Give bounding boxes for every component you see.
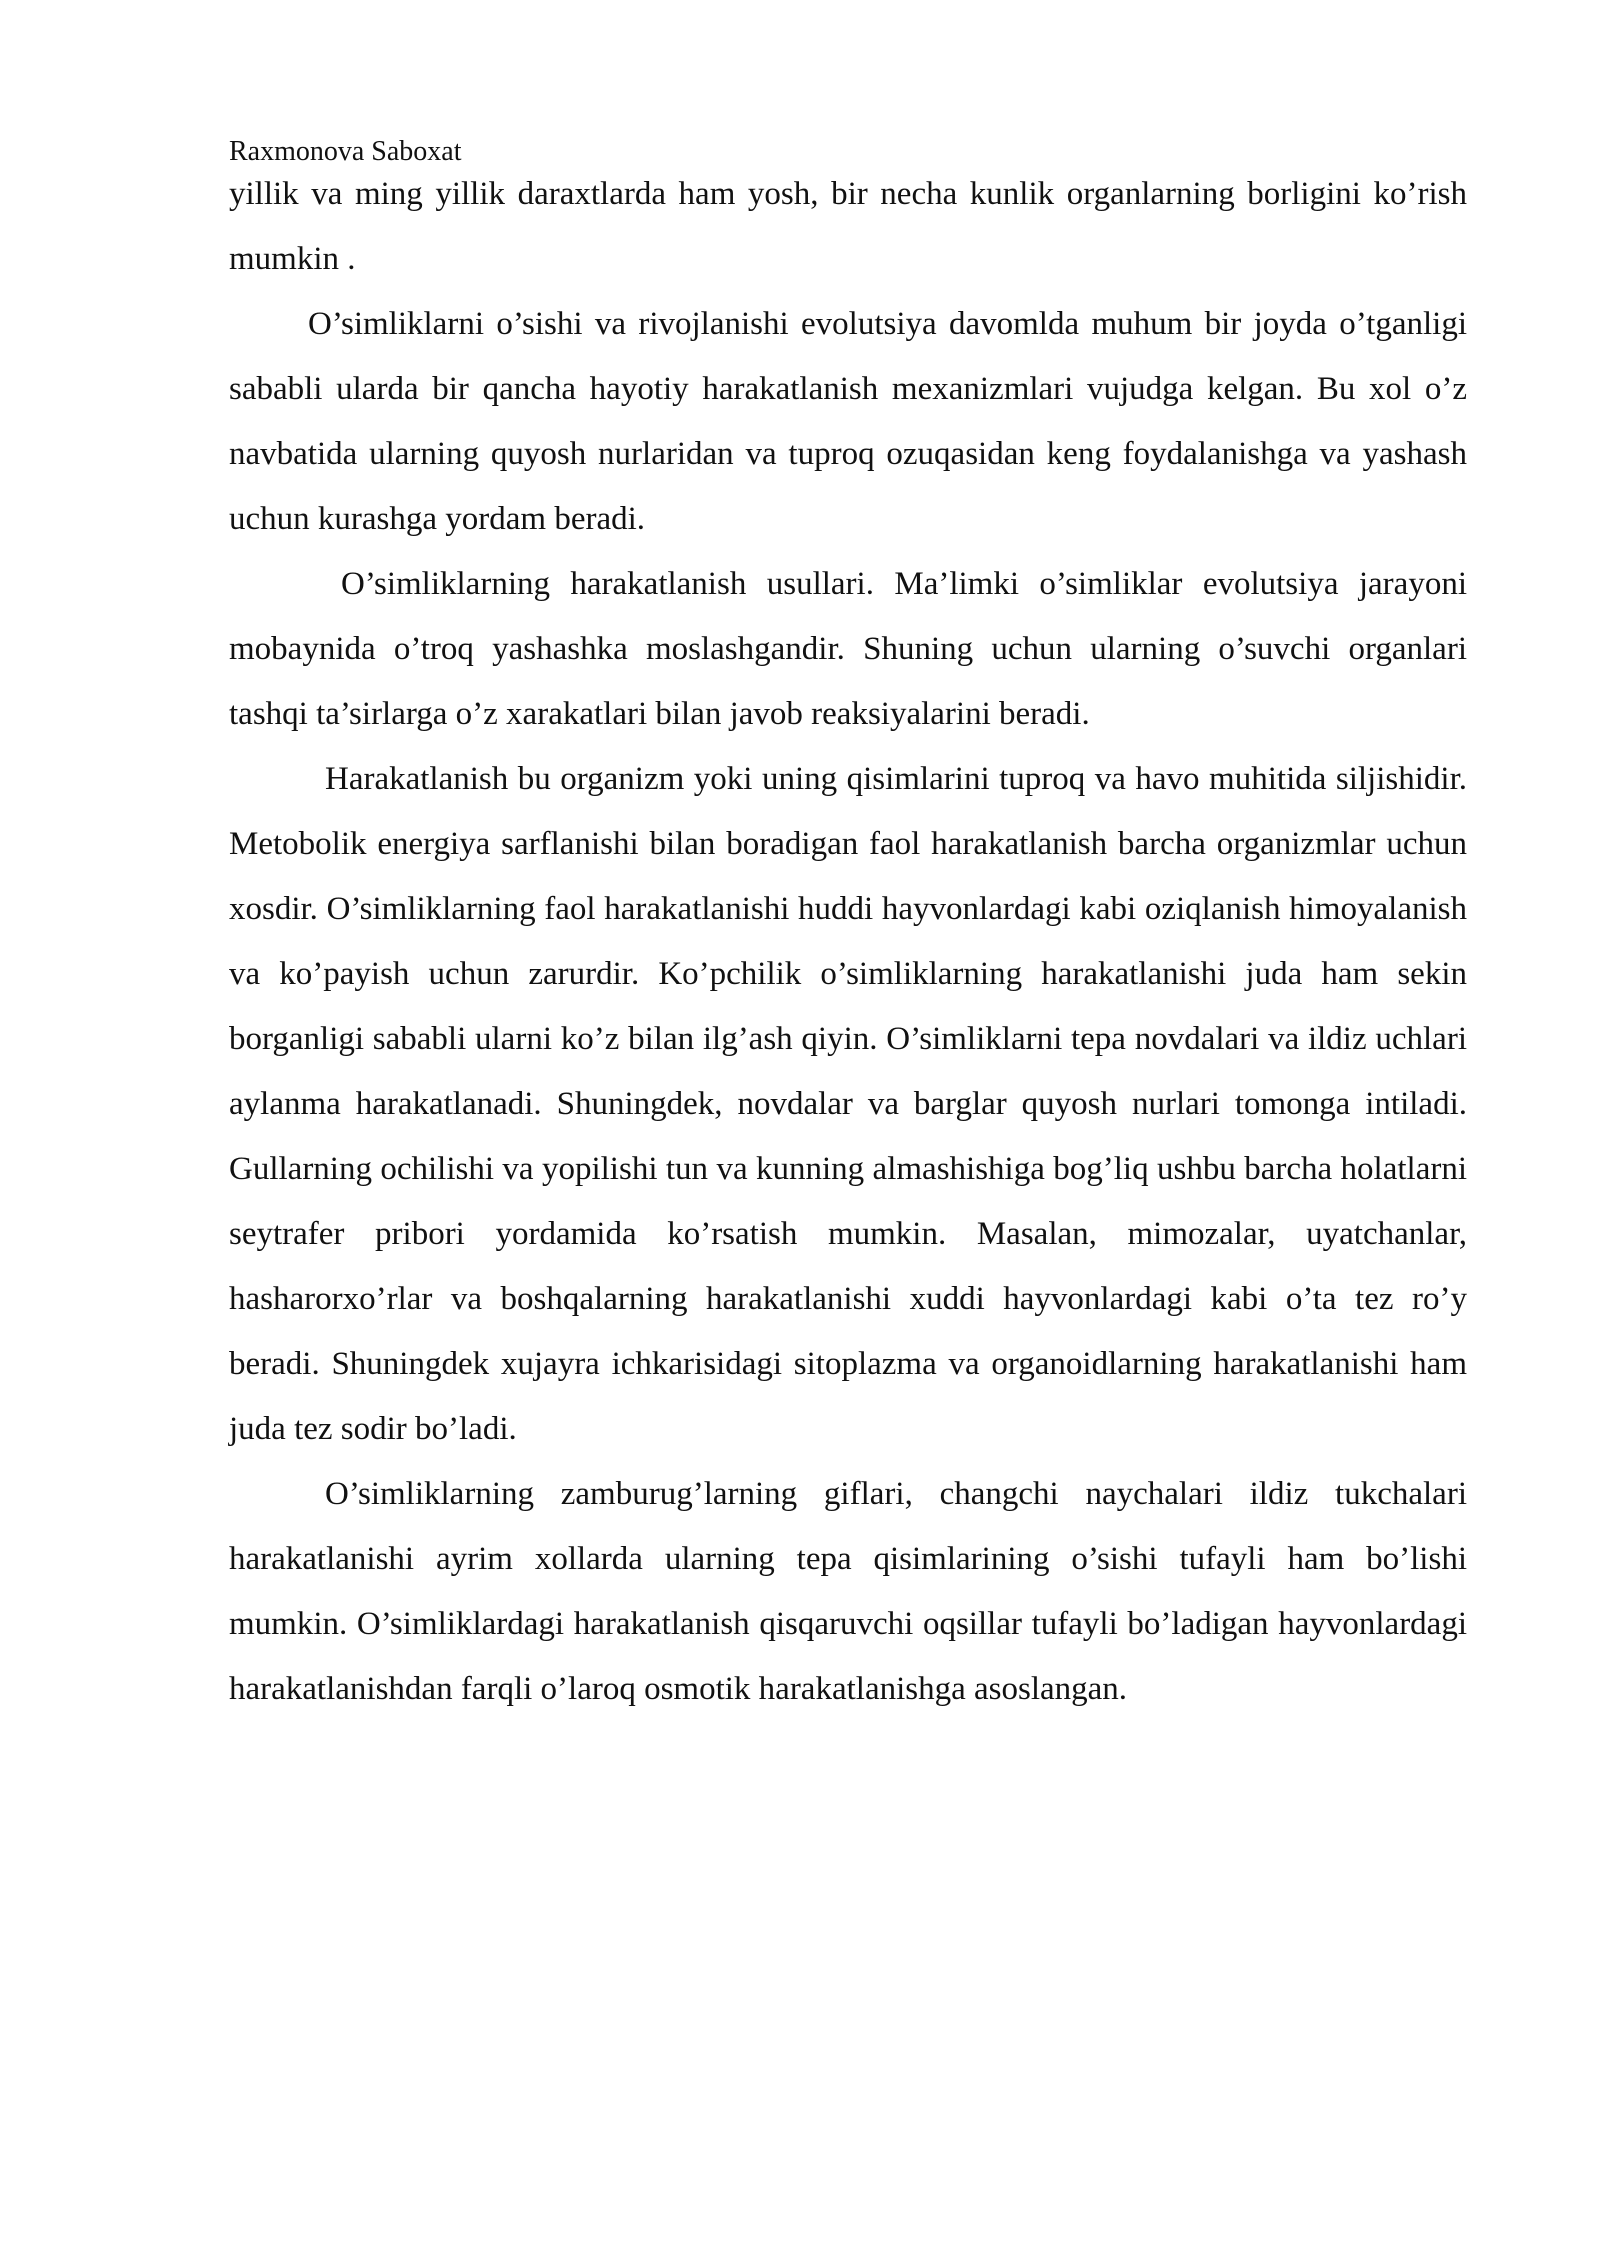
page-header-author: Raxmonova Saboxat	[229, 136, 462, 167]
paragraph-5: O’simliklarning zamburug’larning giflari, changchi naychalari ildiz tukchalari harakatlanishi ayrim xollarda ularning tepa qisimlarining o’sishi tufayli ham bo’lishi mumkin. O’simliklardagi harakatlanish qisqaruvchi oqsillar tufayli bo’ladigan hayvonlardagi harakatlanishdan farqli o’laroq osmotik harakatlanishga asoslangan.	[229, 1476, 1467, 1707]
paragraph-1: yillik va ming yillik daraxtlarda ham yosh, bir necha kunlik organlarning borligini ko’rish mumkin .	[229, 176, 1467, 277]
document-body	[229, 162, 1467, 1722]
paragraph-4: Harakatlanish bu organizm yoki uning qisimlarini tuproq va havo muhitida siljishidir. Metobolik energiya sarflanishi bilan boradigan faol harakatlanish barcha organizmlar uchun xosdir. O’simliklarning faol harakatlanishi huddi hayvonlardagi kabi oziqlanish himoyalanish va ko’payish uchun zarurdir. Ko’pchilik o’simliklarning harakatlanishi juda ham sekin borganligi sababli ularni ko’z bilan ilg’ash qiyin. O’simliklarni tepa novdalari va ildiz uchlari aylanma harakatlanadi. Shuningdek, novdalar va barglar quyosh nurlari tomonga intiladi. Gullarning ochilishi va yopilishi tun va kunning almashishiga bog’liq ushbu barcha holatlarni seytrafer pribori yordamida ko’rsatish mumkin. Masalan, mimozalar, uyatchanlar, hasharorxo’rlar va boshqalarning harakatlanishi xuddi hayvonlardagi kabi o’ta tez ro’y beradi. Shuningdek xujayra ichkarisidagi sitoplazma va organoidlarning harakatlanishi ham juda tez sodir bo’ladi.	[229, 761, 1467, 1447]
paragraph-2: O’simliklarni o’sishi va rivojlanishi evolutsiya davomlda muhum bir joyda o’tganligi sababli ularda bir qancha hayotiy harakatlanish mexanizmlari vujudga kelgan. Bu xol o’z navbatida ularning quyosh nurlaridan va tuproq ozuqasidan keng foydalanishga va yashash uchun kurashga yordam beradi.	[229, 306, 1467, 537]
paragraph-3: O’simliklarning harakatlanish usullari. Ma’limki o’simliklar evolutsiya jarayoni mobaynida o’troq yashashka moslashgandir. Shuning uchun ularning o’suvchi organlari tashqi ta’sirlarga o’z xarakatlari bilan javob reaksiyalarini beradi.	[229, 566, 1467, 732]
